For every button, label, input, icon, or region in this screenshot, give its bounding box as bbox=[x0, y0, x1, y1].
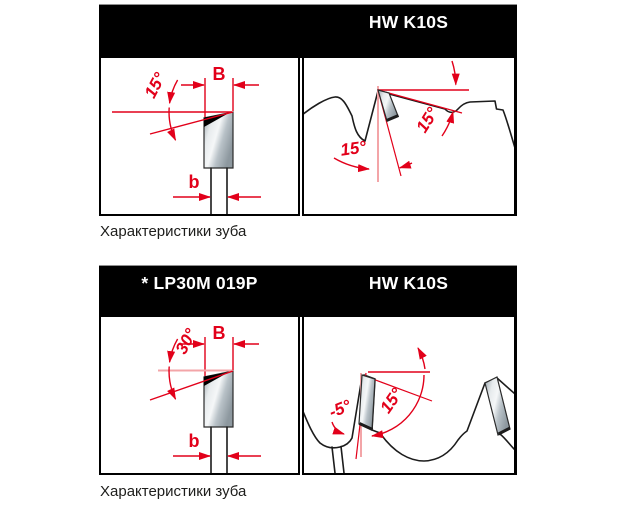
panel-body bbox=[99, 317, 517, 475]
top-bevel-angle-label: 15° bbox=[376, 384, 407, 417]
tooth-side-view-diagram bbox=[304, 58, 514, 214]
bevel-angle-arc-upper bbox=[418, 348, 425, 369]
blade-body-lines bbox=[211, 168, 227, 214]
carbide-tip-side-left bbox=[359, 375, 375, 430]
tooth-front-view-diagram bbox=[101, 317, 298, 473]
hook-angle-arc bbox=[332, 422, 344, 434]
tooth-front-view-box bbox=[99, 317, 300, 475]
bevel-angle-arc-upper bbox=[170, 80, 178, 103]
tooth-side-view-box bbox=[302, 58, 517, 216]
hook-angle-label: -5° bbox=[326, 395, 354, 422]
top-width-label: B bbox=[212, 323, 226, 343]
kerf-width-label: b bbox=[188, 431, 200, 451]
top-bevel-angle-label: 15° bbox=[412, 104, 443, 137]
bevel-angle-arc-upper bbox=[452, 61, 456, 85]
hook-angle-arc-left bbox=[334, 158, 369, 169]
blade-body-lines bbox=[211, 427, 227, 473]
tooth-spec-panel-bottom bbox=[99, 265, 517, 475]
blade-body-lines bbox=[332, 447, 344, 474]
tooth-front-view-diagram bbox=[101, 58, 298, 214]
tooth-side-view-diagram bbox=[304, 317, 514, 473]
tooth-spec-panel-top bbox=[99, 4, 517, 216]
top-bevel-angle-label: 15° bbox=[140, 69, 170, 102]
panel-body bbox=[99, 58, 517, 216]
top-width-label: B bbox=[212, 64, 226, 84]
top-bevel-angle-label: 30° bbox=[171, 325, 201, 358]
figure-caption-bottom: Характеристики зуба bbox=[100, 483, 247, 500]
hook-angle-label: 15° bbox=[339, 137, 368, 160]
header-bar bbox=[99, 4, 517, 58]
header-right-label: HW K10S bbox=[368, 273, 449, 293]
header-left-label: * LP30M 019P bbox=[141, 273, 258, 293]
kerf-width-label: b bbox=[188, 172, 200, 192]
tooth-side-view-box bbox=[302, 317, 517, 475]
bevel-angle-arc-lower bbox=[442, 112, 453, 136]
figure-caption-top: Характеристики зуба bbox=[100, 223, 247, 240]
tooth-front-view-box bbox=[99, 58, 300, 216]
hook-angle-arc-right bbox=[400, 163, 412, 168]
header-bar bbox=[99, 265, 517, 317]
blade-outline-right bbox=[500, 434, 514, 450]
header-left-label bbox=[99, 5, 300, 58]
saw-blade-outline bbox=[304, 91, 514, 148]
header-right-label: HW K10S bbox=[368, 12, 449, 32]
